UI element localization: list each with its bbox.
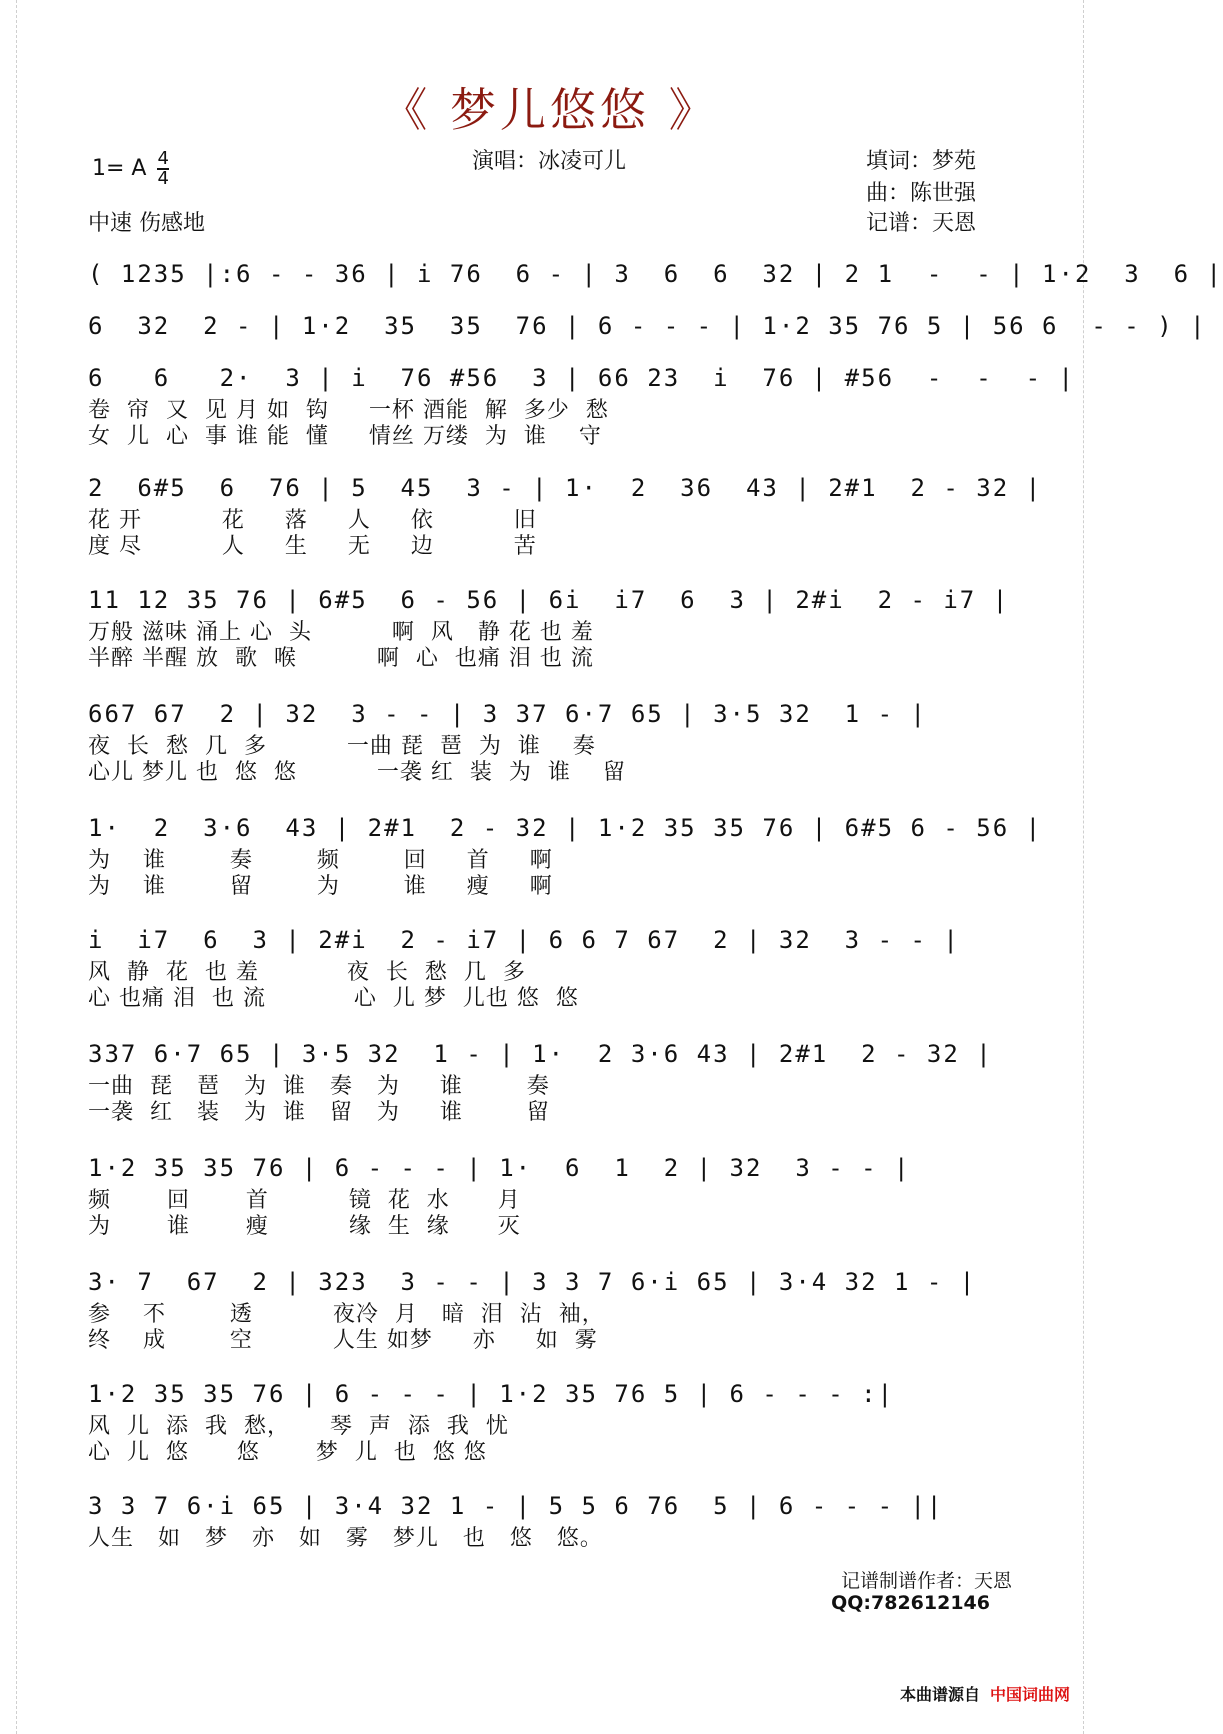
lyricist-credit: 填词：梦苑: [866, 149, 977, 174]
score-system: [88, 468, 1043, 560]
source-note: [900, 1682, 1070, 1705]
lyrics-verse-2: 女 儿 心 事 谁 能 懂 情丝 万缕 为 谁 守: [88, 424, 602, 449]
lyrics-verse-2: 心 儿 悠 悠 梦 儿 也 悠 悠: [88, 1440, 487, 1465]
notation-line: 1·2 35 35 76 | 6 - - - | 1·2 35 76 5 | 6 - - - :|: [88, 1380, 895, 1408]
notation-line: 337 6·7 65 | 3·5 32 1 - | 1· 2 3·6 43 | 2#1 2 - 32 |: [88, 1040, 993, 1068]
lyrics-verse-2: 一袭 红 装 为 谁 留 为 谁 留: [88, 1100, 550, 1125]
lyrics-verse-1: 花 开 花 落 人 依 旧: [88, 508, 537, 533]
lyrics-verse-1: 人生 如 梦 亦 如 雾 梦儿 也 悠 悠。: [88, 1526, 603, 1551]
key-signature: [92, 150, 169, 188]
lyrics-verse-1: 为 谁 奏 频 回 首 啊: [88, 848, 553, 873]
lyrics-verse-1: 一曲 琵 琶 为 谁 奏 为 谁 奏: [88, 1074, 550, 1099]
lyrics-verse-2: 终 成 空 人生 如梦 亦 如 雾: [88, 1328, 598, 1353]
lyrics-verse-2: 为 谁 留 为 谁 瘦 啊: [88, 874, 553, 899]
notation-line: 6 32 2 - | 1·2 35 35 76 | 6 - - - | 1·2 35 76 5 | 56 6 - - ) |: [88, 312, 1207, 340]
score-system: [88, 306, 1207, 346]
score-system: [88, 580, 1018, 672]
score-system: [88, 694, 1018, 786]
lyrics-verse-1: 万般 滋味 涌上 心 头 啊 风 静 花 也 羞: [88, 620, 594, 645]
time-signature: [157, 150, 168, 188]
score-system: [88, 1148, 1018, 1240]
source-site-link[interactable]: 中国词曲网: [989, 1685, 1070, 1704]
notation-line: ( 1235 |:6 - - 36 | i 76 6 - | 3 6 6 32 | 2 1 - - | 1·2 3 6 |: [88, 260, 1223, 288]
score-system: [88, 1374, 1018, 1466]
singer-credit: 演唱：冰凌可儿: [472, 149, 627, 174]
notation-line: 3· 7 67 2 | 323 3 - - | 3 3 7 6·i 65 | 3·4 32 1 - |: [88, 1268, 977, 1296]
lyrics-verse-2: 半醉 半醒 放 歌 喉 啊 心 也痛 泪 也 流: [88, 646, 594, 671]
lyrics-verse-2: 心 也痛 泪 也 流 心 儿 梦 儿也 悠 悠: [88, 986, 579, 1011]
notation-line: 1· 2 3·6 43 | 2#1 2 - 32 | 1·2 35 35 76 | 6#5 6 - 56 |: [88, 814, 1043, 842]
left-border-watermark: [6, 0, 17, 1734]
credit-qq: QQ:782612146: [831, 1592, 990, 1614]
notation-line: 6 6 2· 3 | i 76 #56 3 | 66 23 i 76 | #56 - - - |: [88, 364, 1075, 392]
lyrics-verse-1: 夜 长 愁 几 多 一曲 琵 琶 为 谁 奏: [88, 734, 596, 759]
transcriber-credit: 记谱：天恩: [866, 211, 977, 236]
score-system: [88, 808, 1043, 900]
notation-line: 11 12 35 76 | 6#5 6 - 56 | 6i i7 6 3 | 2#i 2 - i7 |: [88, 586, 1010, 614]
lyrics-verse-1: 参 不 透 夜冷 月 暗 泪 沾 袖，: [88, 1302, 605, 1327]
score-system: [88, 1262, 1018, 1354]
lyrics-verse-1: 卷 帘 又 见 月 如 钩 一杯 酒能 解 多少 愁: [88, 398, 609, 423]
tempo-marking: 中速 伤感地: [88, 211, 205, 236]
score-system: [88, 1486, 1018, 1552]
lyrics-verse-2: 度 尽 人 生 无 边 苦: [88, 534, 537, 559]
lyrics-verse-1: 风 儿 添 我 愁， 琴 声 添 我 忧: [88, 1414, 509, 1439]
notation-line: 3 3 7 6·i 65 | 3·4 32 1 - | 5 5 6 76 5 | 6 - - - ||: [88, 1492, 944, 1520]
score-system: [88, 358, 1075, 450]
lyrics-verse-2: 心儿 梦儿 也 悠 悠 一袭 红 装 为 谁 留: [88, 760, 626, 785]
song-title: 《 梦儿悠悠 》: [381, 83, 719, 137]
composer-credit: 曲：陈世强: [866, 181, 977, 206]
lyrics-verse-2: 为 谁 瘦 缘 生 缘 灭: [88, 1214, 521, 1239]
notation-line: i i7 6 3 | 2#i 2 - i7 | 6 6 7 67 2 | 32 3 - - |: [88, 926, 960, 954]
score-system: [88, 1034, 1018, 1126]
lyrics-verse-1: 风 静 花 也 羞 夜 长 愁 几 多: [88, 960, 526, 985]
score-system: [88, 920, 1018, 1012]
key-label: 1= A: [92, 156, 147, 181]
score-system: [88, 254, 1223, 294]
notation-line: 2 6#5 6 76 | 5 45 3 - | 1· 2 36 43 | 2#1 2 - 32 |: [88, 474, 1043, 502]
lyrics-verse-1: 频 回 首 镜 花 水 月: [88, 1188, 521, 1213]
time-top: 4: [157, 148, 169, 169]
credit-author: 记谱制谱作者：天恩: [840, 1570, 1012, 1592]
notation-line: 667 67 2 | 32 3 - - | 3 37 6·7 65 | 3·5 32 1 - |: [88, 700, 927, 728]
notation-line: 1·2 35 35 76 | 6 - - - | 1· 6 1 2 | 32 3 - - |: [88, 1154, 911, 1182]
time-bottom: 4: [157, 168, 169, 189]
source-label: 本曲谱源自: [899, 1685, 980, 1704]
